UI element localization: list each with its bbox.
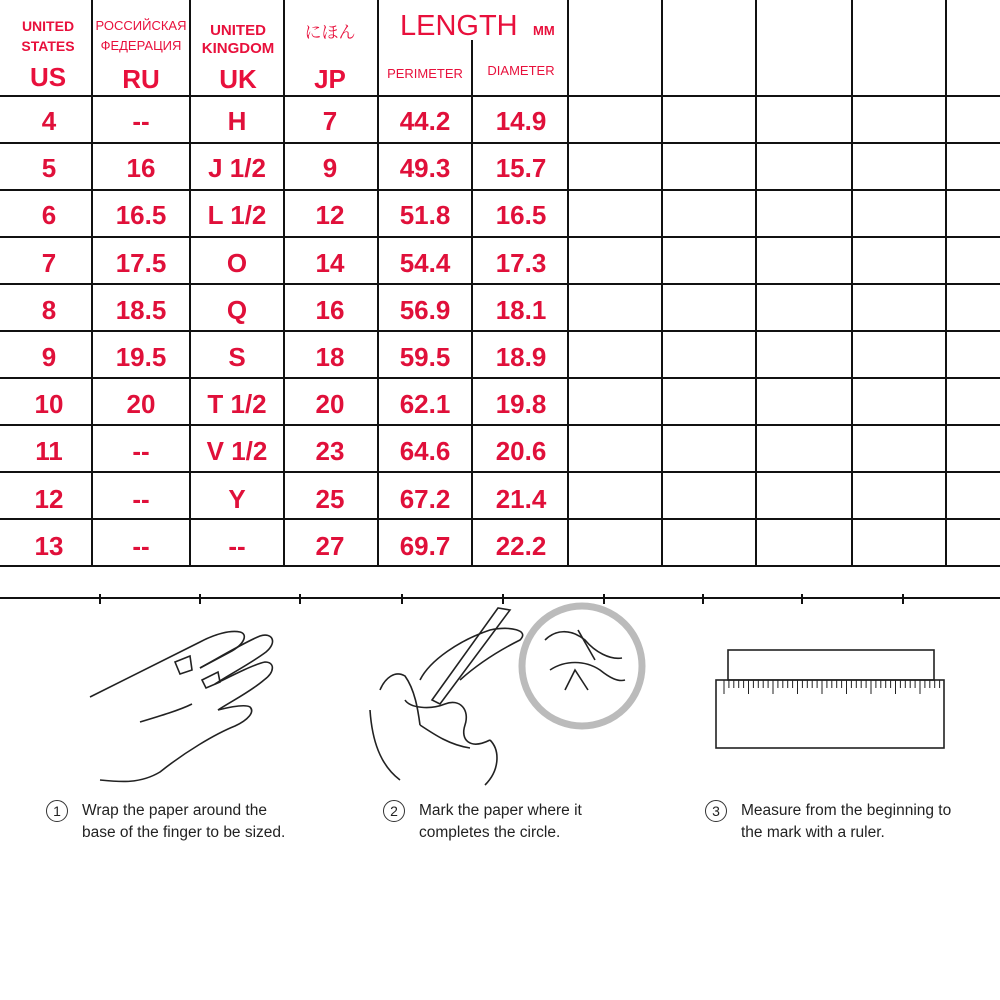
cell-ru: --	[132, 106, 150, 136]
header-length-title: LENGTH	[400, 10, 518, 42]
cell-diameter: 22.2	[495, 530, 547, 561]
cell-perimeter: 67.2	[399, 483, 451, 514]
cell-diameter: 18.1	[495, 294, 547, 325]
cell-us: 4	[41, 106, 57, 136]
header-diameter: DIAMETER	[487, 63, 555, 78]
cell-diameter: 15.7	[495, 153, 547, 184]
cell-uk: S	[228, 342, 246, 372]
cell-uk: Q	[226, 294, 248, 325]
cell-jp: 18	[315, 342, 345, 372]
header-us-name: UNITED STATES	[21, 18, 75, 54]
header-jp-name: にほん	[304, 23, 356, 42]
header-us-code: US	[29, 62, 67, 92]
header-uk-code: UK	[219, 64, 257, 94]
step-number-badge: 3	[705, 800, 727, 822]
cell-perimeter: 69.7	[399, 530, 451, 561]
cell-uk: --	[228, 530, 246, 561]
cell-perimeter: 56.9	[399, 294, 451, 325]
cell-jp: 23	[315, 436, 345, 467]
cell-ru: 19.5	[115, 342, 167, 372]
cell-jp: 7	[322, 106, 338, 136]
header-perimeter: PERIMETER	[387, 66, 463, 81]
step-text: Mark the paper where it completes the circle.	[419, 802, 582, 841]
cell-jp: 25	[315, 483, 345, 514]
cell-ru: --	[132, 483, 150, 514]
cell-us: 9	[41, 342, 57, 372]
cell-diameter: 20.6	[495, 436, 547, 467]
cell-perimeter: 54.4	[399, 247, 451, 278]
mark-paper-illustration	[360, 600, 660, 790]
cell-jp: 16	[315, 294, 345, 325]
cell-ru: 16.5	[115, 200, 167, 231]
cell-ru: 16	[126, 153, 156, 184]
cell-jp: 12	[315, 200, 345, 231]
header-jp-code: JP	[314, 64, 346, 94]
cell-diameter: 14.9	[495, 106, 547, 136]
cell-us: 8	[41, 294, 57, 325]
header-ru-code: RU	[122, 64, 160, 94]
cell-us: 12	[34, 483, 64, 514]
cell-diameter: 21.4	[495, 483, 547, 514]
cell-jp: 14	[315, 247, 345, 278]
cell-ru: 20	[126, 389, 156, 420]
cell-perimeter: 62.1	[399, 389, 451, 420]
step-number-badge: 1	[46, 800, 68, 822]
cell-jp: 9	[322, 153, 338, 184]
cell-perimeter: 49.3	[399, 153, 451, 184]
step-text: Wrap the paper around the base of the finger to be sized.	[82, 802, 286, 841]
cell-diameter: 18.9	[495, 342, 547, 372]
ruler-illustration	[710, 644, 950, 754]
step-number-badge: 2	[383, 800, 405, 822]
cell-diameter: 17.3	[495, 247, 547, 278]
cell-ru: --	[132, 436, 150, 467]
cell-ru: 18.5	[115, 294, 167, 325]
cell-uk: O	[226, 247, 248, 278]
header-ru-name: РОССИЙСКАЯ ФЕДЕРАЦИЯ	[95, 18, 187, 53]
cell-us: 13	[34, 530, 64, 561]
cell-us: 10	[34, 389, 64, 420]
header-length-unit: MM	[533, 23, 555, 38]
cell-uk: L 1/2	[207, 200, 267, 231]
cell-uk: V 1/2	[206, 436, 268, 467]
cell-jp: 27	[315, 530, 345, 561]
cell-us: 5	[41, 153, 57, 184]
cell-uk: H	[227, 106, 247, 136]
cell-perimeter: 59.5	[399, 342, 451, 372]
cell-ru: --	[132, 530, 150, 561]
step-text: Measure from the beginning to the mark with a ruler.	[741, 802, 952, 841]
cell-jp: 20	[315, 389, 345, 420]
cell-uk: J 1/2	[208, 153, 266, 184]
cell-uk: Y	[228, 483, 246, 514]
cell-uk: T 1/2	[207, 389, 267, 420]
cell-perimeter: 44.2	[399, 106, 451, 136]
cell-us: 7	[41, 247, 57, 278]
cell-perimeter: 51.8	[399, 200, 451, 231]
cell-us: 11	[35, 436, 63, 467]
header-uk-name: UNITED KINGDOM	[201, 22, 275, 57]
cell-diameter: 16.5	[495, 200, 547, 231]
cell-ru: 17.5	[115, 247, 167, 278]
cell-perimeter: 64.6	[399, 436, 451, 467]
cell-diameter: 19.8	[495, 389, 547, 420]
hand-wrap-illustration	[80, 612, 300, 792]
cell-us: 6	[41, 200, 57, 231]
